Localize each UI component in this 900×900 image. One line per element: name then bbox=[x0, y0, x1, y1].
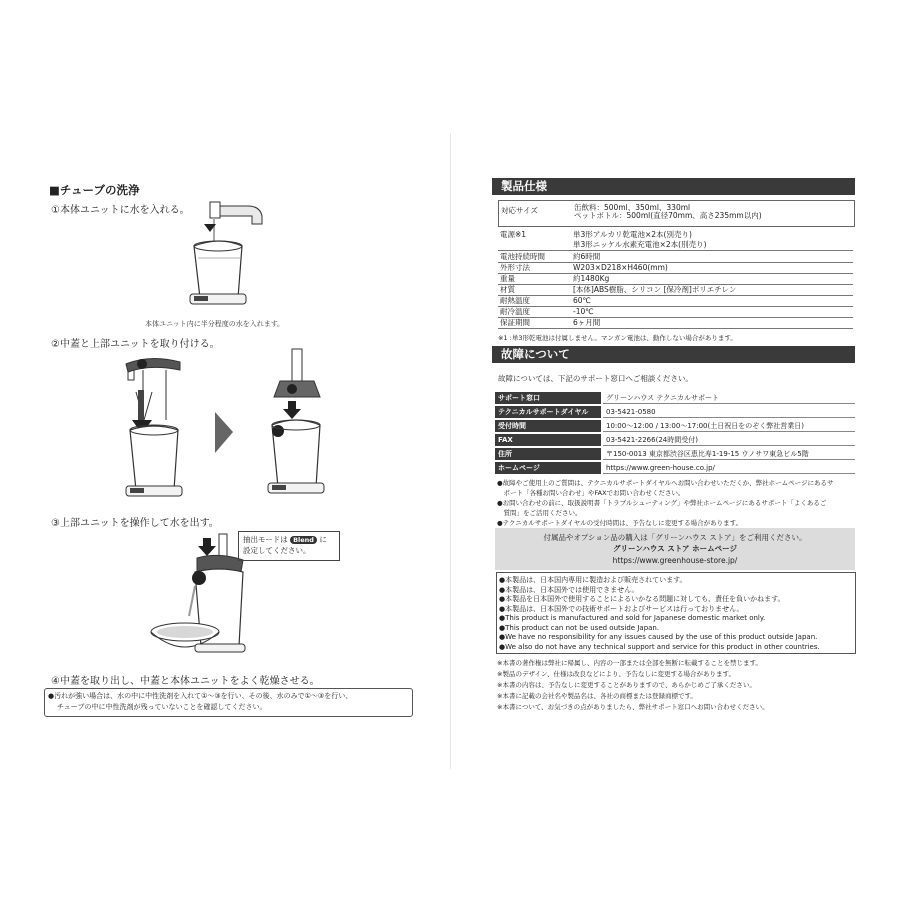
spec-value-line: 単3形アルカリ乾電池×2本(別売り) bbox=[573, 230, 692, 239]
support-row bbox=[495, 434, 855, 447]
step-1-illustration bbox=[180, 196, 280, 316]
support-value[interactable]: https://www.green-house.co.jp/ bbox=[603, 462, 855, 474]
spec-row bbox=[498, 285, 853, 296]
step-2-illustration-after bbox=[262, 345, 342, 505]
support-key: テクニカルサポートダイヤル bbox=[495, 406, 601, 418]
spec-key: 保証期間 bbox=[500, 318, 530, 327]
trouble-note: ●テクニカルサポートダイヤルの受付時間は、予告なしに変更する場合があります。 bbox=[497, 519, 743, 527]
store-line: 付属品やオプション品の購入は「グリーンハウス ストア」をご利用ください。 bbox=[543, 533, 807, 542]
store-url[interactable]: https://www.greenhouse-store.jp/ bbox=[612, 556, 738, 565]
spec-value: 約6時間 bbox=[573, 252, 601, 261]
spec-value: 約1480Kg bbox=[573, 274, 610, 283]
spec-value: -10℃ bbox=[573, 307, 594, 316]
callout-text-b: に bbox=[319, 535, 327, 544]
spec-key: 外形寸法 bbox=[500, 263, 530, 272]
trouble-note: 質問」をご活用ください。 bbox=[497, 509, 582, 517]
spec-key: 電池持続時間 bbox=[500, 252, 545, 261]
spec-value bbox=[573, 230, 707, 250]
legal-note: ※本書の内容は、予告なしに変更することがありますので、あらかじめご了承ください。 bbox=[497, 681, 756, 689]
step-1-caption: 本体ユニット内に半分程度の水を入れます。 bbox=[145, 320, 285, 328]
support-value: グリーンハウス テクニカルサポート bbox=[603, 392, 855, 404]
spec-row bbox=[498, 307, 853, 318]
spec-value bbox=[574, 204, 762, 220]
spec-key: 耐冷温度 bbox=[500, 307, 530, 316]
spec-value-line: ペットボトル：500ml(直径70mm、高さ235mm以内) bbox=[574, 211, 762, 220]
legal-note: ※本書の著作権は弊社に帰属し、内容の一部または全部を無断に転載することを禁じます。 bbox=[497, 659, 762, 667]
domestic-note: ●We have no responsibility for any issues caused by the use of this product outside Japan. bbox=[499, 633, 818, 641]
note-line-2: チューブの中に中性洗剤が残っていないことを確認してください。 bbox=[57, 703, 267, 711]
spec-row-sizes bbox=[498, 200, 855, 227]
legal-notes bbox=[497, 658, 769, 713]
blend-badge: Blend bbox=[290, 536, 317, 544]
trouble-note: ●故障やご使用上のご質問は、テクニカルサポートダイヤルへお問い合わせいただくか、弊社ホームページにあるサ bbox=[497, 479, 834, 487]
legal-note: ※本書について、お気づきの点がありましたら、弊社サポート窓口へお問い合わせください。 bbox=[497, 703, 769, 711]
specs-title: 製品仕様 bbox=[492, 178, 855, 195]
domestic-note: ●本製品を日本国外で使用することによるいかなる問題に対しても、責任を負いかねます。 bbox=[499, 595, 785, 603]
support-row bbox=[495, 406, 855, 419]
domestic-note: ●本製品は、日本国内専用に製造および販売されています。 bbox=[499, 576, 687, 584]
step-1-heading: ①本体ユニットに水を入れる。 bbox=[51, 205, 190, 216]
spec-key: 材質 bbox=[500, 285, 515, 294]
spec-key: 耐熱温度 bbox=[500, 296, 530, 305]
support-row bbox=[495, 420, 855, 433]
step-2-heading: ②中蓋と上部ユニットを取り付ける。 bbox=[51, 339, 220, 350]
page-fold bbox=[450, 133, 451, 769]
legal-note: ※本書に記載の会社名や製品名は、各社の商標または登録商標です。 bbox=[497, 692, 697, 700]
section-title: ■チューブの洗浄 bbox=[49, 183, 140, 197]
spec-value: 6ヶ月間 bbox=[573, 318, 601, 327]
support-key: サポート窓口 bbox=[495, 392, 601, 404]
domestic-note: ●We also do not have any technical support and service for this product in other countries. bbox=[499, 642, 820, 651]
spec-value: [本体]ABS樹脂、シリコン [保冷剤]ポリエチレン bbox=[573, 285, 737, 294]
callout-text-c: 設定してください。 bbox=[243, 546, 311, 555]
support-key: 住所 bbox=[495, 448, 601, 460]
domestic-note: ●This product is manufactured and sold for Japanese domestic market only. bbox=[499, 614, 766, 622]
support-value: 03-5421-2266(24時間受付) bbox=[603, 434, 855, 446]
trouble-intro: 故障については、下記のサポート窓口へご相談ください。 bbox=[498, 374, 693, 383]
spec-value: W203×D218×H460(mm) bbox=[573, 263, 668, 272]
support-value: 〒150-0013 東京都渋谷区恵比寿1-19-15 ウノサワ東急ビル5階 bbox=[603, 448, 855, 460]
domestic-use-box bbox=[496, 572, 856, 654]
support-row bbox=[495, 462, 855, 475]
mode-callout bbox=[238, 531, 340, 561]
domestic-note: ●This product can not be used outside Japan. bbox=[499, 623, 660, 632]
support-row bbox=[495, 392, 855, 405]
spec-row bbox=[498, 263, 853, 274]
domestic-note: ●本製品は、日本国外での技術サポートおよびサービスは行っておりません。 bbox=[499, 604, 744, 613]
spec-key: 重量 bbox=[500, 274, 515, 283]
callout-text-a: 抽出モードは bbox=[243, 535, 288, 544]
step-2-illustration-before bbox=[120, 350, 200, 505]
spec-footnote: ※1 :単3形乾電池は付属しません。マンガン電池は、動作しない場合があります。 bbox=[498, 334, 737, 342]
store-title: グリーンハウス ストア ホームページ bbox=[613, 544, 737, 553]
step-4-heading: ④中蓋を取り出し、中蓋と本体ユニットをよく乾燥させる。 bbox=[51, 676, 320, 687]
spec-row bbox=[498, 296, 853, 307]
spec-value-line: 缶飲料：500ml、350ml、330ml bbox=[574, 203, 691, 212]
cleaning-note-box bbox=[44, 688, 413, 717]
trouble-title: 故障について bbox=[492, 346, 855, 363]
store-info-box bbox=[495, 528, 855, 570]
spec-value: 60℃ bbox=[573, 296, 591, 305]
support-value: 03-5421-0580 bbox=[603, 406, 855, 418]
trouble-note: ポート「各種お問い合わせ」やFAXでお問い合わせください。 bbox=[497, 489, 685, 497]
spec-row-power bbox=[498, 229, 853, 251]
support-key: ホームページ bbox=[495, 462, 601, 474]
spec-key: 対応サイズ bbox=[501, 206, 538, 215]
step-3-heading: ③上部ユニットを操作して水を出す。 bbox=[51, 518, 219, 529]
spec-row bbox=[498, 252, 853, 263]
support-row bbox=[495, 448, 855, 461]
support-key: FAX bbox=[495, 434, 601, 446]
arrow-right-icon bbox=[213, 410, 235, 455]
domestic-note: ●本製品は、日本国外では使用できません。 bbox=[499, 585, 639, 594]
spec-value-line: 単3形ニッケル水素充電池×2本(別売り) bbox=[573, 240, 707, 249]
support-value: 10:00～12:00 / 13:00～17:00(土日祝日をのぞく弊社営業日) bbox=[603, 420, 855, 432]
trouble-note: ●お問い合わせの前に、取扱説明書「トラブルシューティング」や弊社ホームページにあるサポート「よくあるご bbox=[497, 499, 827, 507]
spec-row bbox=[498, 274, 853, 285]
support-key: 受付時間 bbox=[495, 420, 601, 432]
spec-row bbox=[498, 318, 853, 329]
note-line-1: ●汚れが強い場合は、水の中に中性洗剤を入れて①～③を行い、その後、水のみで①～③を行い、 bbox=[48, 692, 353, 700]
legal-note: ※製品のデザイン、仕様は改良などにより、予告なしに変更する場合があります。 bbox=[497, 670, 735, 678]
trouble-notes bbox=[497, 478, 833, 528]
spec-key: 電源※1 bbox=[500, 230, 527, 239]
